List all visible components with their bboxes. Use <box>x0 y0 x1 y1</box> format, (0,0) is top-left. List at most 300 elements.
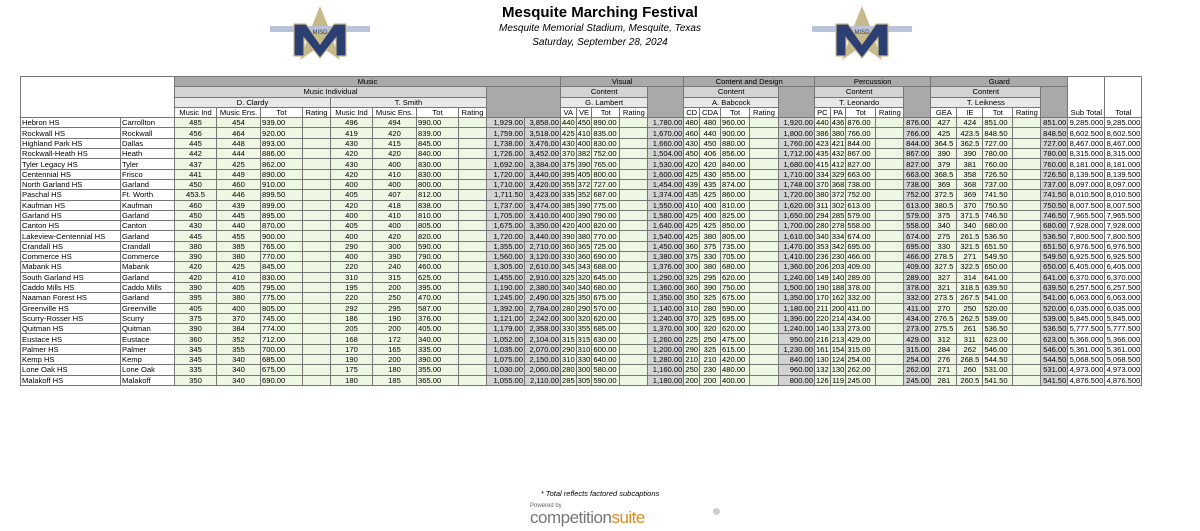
score-cell <box>750 241 779 251</box>
score-cell: 119 <box>831 375 845 385</box>
score-cell <box>1013 200 1041 210</box>
score-cell: 273.00 <box>904 324 931 334</box>
score-cell <box>750 272 779 282</box>
score-cell: 727.00 <box>1041 138 1068 148</box>
score-cell: 615.00 <box>721 344 750 354</box>
score-cell: 536.50 <box>1041 324 1068 334</box>
score-cell: 352 <box>217 334 261 344</box>
score-cell: 2,380.00 <box>525 282 561 292</box>
score-cell: 587.00 <box>417 303 459 313</box>
score-cell <box>620 293 648 303</box>
score-cell: 674.00 <box>846 231 876 241</box>
score-cell: 651.50 <box>983 241 1013 251</box>
score-cell: 531.00 <box>983 365 1013 375</box>
score-cell: 839.00 <box>417 128 459 138</box>
score-cell: 1,240.00 <box>779 324 815 334</box>
score-cell: 790.00 <box>417 252 459 262</box>
school-name-cell: Malakoff HS <box>21 375 121 385</box>
score-cell <box>876 190 904 200</box>
score-cell: 432 <box>831 149 845 159</box>
score-cell: 400 <box>217 303 261 313</box>
score-cell: 920.00 <box>261 128 303 138</box>
score-cell <box>459 313 487 323</box>
score-cell: 427 <box>931 118 957 128</box>
score-cell: 278 <box>831 221 845 231</box>
score-cell: 315 <box>577 334 591 344</box>
score-cell: 6,925.500 <box>1106 252 1141 262</box>
score-cell <box>1013 138 1041 148</box>
score-cell: 162 <box>831 293 845 303</box>
score-cell <box>750 200 779 210</box>
score-cell: 876.00 <box>904 118 931 128</box>
score-cell: 541.00 <box>1041 293 1068 303</box>
score-cell: 840.00 <box>417 149 459 159</box>
score-cell: 434.00 <box>846 313 876 323</box>
score-cell: 2,358.00 <box>525 324 561 334</box>
score-cell <box>303 138 331 148</box>
score-cell: 775.00 <box>261 293 303 303</box>
caption-percussion: Percussion <box>815 77 931 87</box>
score-cell: 2,610.00 <box>525 262 561 272</box>
score-cell <box>459 375 487 385</box>
score-cell: 284 <box>931 344 957 354</box>
score-cell: 1,760.00 <box>779 138 815 148</box>
score-cell: 840.00 <box>721 159 750 169</box>
score-cell: 3,423.00 <box>525 190 561 200</box>
score-cell: 429.00 <box>846 334 876 344</box>
score-cell: 746.50 <box>983 210 1013 220</box>
score-cell: 1,640.00 <box>648 221 684 231</box>
score-cell <box>303 118 331 128</box>
city-cell: Caddo Mills <box>121 282 175 292</box>
score-cell: 200 <box>685 375 699 385</box>
score-cell: 262.00 <box>904 365 931 375</box>
table-row <box>21 324 1142 334</box>
score-cell <box>876 252 904 262</box>
powered-by-label: Powered by <box>530 503 562 509</box>
score-cell: 7,800.500 <box>1106 231 1141 241</box>
score-cell <box>459 221 487 231</box>
column-header: Rating <box>876 107 904 117</box>
score-cell: 420 <box>331 200 373 210</box>
score-cell <box>620 200 648 210</box>
score-cell <box>750 169 779 179</box>
score-cell: 254.00 <box>846 355 876 365</box>
score-cell: 8,097.000 <box>1106 180 1141 190</box>
score-cell: 262.5 <box>957 313 983 323</box>
score-cell: 290 <box>562 344 575 354</box>
score-cell: 727.00 <box>592 179 620 189</box>
page-header <box>0 0 1200 76</box>
score-cell: 200 <box>831 303 845 313</box>
score-cell: 385 <box>562 200 575 210</box>
score-cell: 360 <box>685 241 699 251</box>
score-cell <box>876 303 904 313</box>
score-cell: 370 <box>217 313 261 323</box>
score-cell <box>620 334 648 344</box>
table-row <box>21 272 1142 282</box>
score-cell: 375 <box>700 241 721 251</box>
score-cell <box>1013 272 1041 282</box>
score-cell <box>1013 149 1041 159</box>
score-cell: 330 <box>931 241 957 251</box>
score-cell: 168 <box>331 334 373 344</box>
score-cell <box>303 252 331 262</box>
score-cell <box>459 241 487 251</box>
score-cell: 435 <box>816 149 829 159</box>
judge-name: A. Babcock <box>684 97 779 107</box>
score-cell: 381 <box>957 159 983 169</box>
score-cell: 420.00 <box>721 355 750 365</box>
score-cell: 939.00 <box>261 118 303 128</box>
score-cell: 855.00 <box>721 169 750 179</box>
score-cell <box>1013 303 1041 313</box>
score-cell <box>459 272 487 282</box>
score-cell <box>303 313 331 323</box>
score-cell: 353 <box>816 241 829 251</box>
score-cell: 130 <box>831 365 845 375</box>
score-cell: 5,361.000 <box>1106 344 1141 354</box>
score-cell <box>1013 355 1041 365</box>
score-cell <box>750 262 779 272</box>
score-cell: 170 <box>816 293 829 303</box>
score-cell: 375 <box>931 210 957 220</box>
score-cell: 368 <box>957 179 983 189</box>
score-cell <box>750 334 779 344</box>
score-cell: 370 <box>957 200 983 210</box>
score-cell: 8,467.000 <box>1069 138 1104 148</box>
score-cell: 1,180.00 <box>779 303 815 313</box>
date-text: Saturday, September 28, 2024 <box>532 37 668 48</box>
score-cell: 765.00 <box>261 241 303 251</box>
score-cell <box>303 334 331 344</box>
school-name-cell: Naaman Forest HS <box>21 293 121 303</box>
score-cell <box>303 272 331 282</box>
score-cell: 780.00 <box>1041 149 1068 159</box>
city-cell: Garland <box>121 210 175 220</box>
score-cell: 390 <box>373 252 417 262</box>
score-cell: 812.00 <box>417 190 459 200</box>
score-cell <box>750 252 779 262</box>
score-cell: 262.00 <box>846 365 876 375</box>
table-row <box>21 118 1142 128</box>
score-cell: 378.00 <box>904 282 931 292</box>
score-cell: 250 <box>957 303 983 313</box>
table-row <box>21 128 1142 138</box>
city-cell: Ft. Worth <box>121 190 175 200</box>
score-cell: 260 <box>957 365 983 375</box>
score-cell <box>303 365 331 375</box>
score-cell: 425 <box>700 190 721 200</box>
score-cell <box>876 210 904 220</box>
score-cell: 321 <box>931 282 957 292</box>
score-cell: 436 <box>831 118 845 128</box>
score-cell: 327 <box>931 272 957 282</box>
score-cell: 6,405.000 <box>1069 262 1104 272</box>
score-cell: 364.5 <box>931 138 957 148</box>
score-cell <box>620 231 648 241</box>
score-cell: 280 <box>816 221 829 231</box>
score-cell: 8,139.500 <box>1106 169 1141 179</box>
score-cell: 216 <box>816 334 829 344</box>
score-cell <box>459 118 487 128</box>
score-cell: 5,845.000 <box>1069 313 1104 323</box>
score-cell: 1,374.00 <box>648 190 684 200</box>
score-cell: 625.00 <box>417 272 459 282</box>
score-cell: 480.00 <box>721 365 750 375</box>
score-cell: 360 <box>685 283 699 293</box>
score-cell: 851.00 <box>983 118 1013 128</box>
score-cell <box>459 334 487 344</box>
score-cell: 1,920.00 <box>779 118 815 128</box>
score-cell <box>459 293 487 303</box>
score-cell: 4,973.000 <box>1106 365 1141 375</box>
score-cell <box>1013 375 1041 385</box>
score-cell: 1,692.00 <box>487 159 525 169</box>
score-cell: 1,738.00 <box>487 138 525 148</box>
table-row <box>21 262 1142 272</box>
score-cell: 690.00 <box>592 252 620 262</box>
score-cell: 250 <box>373 293 417 303</box>
school-name-cell: Caddo Mills HS <box>21 282 121 292</box>
caption-visual: Visual <box>561 77 684 87</box>
score-cell: 5,068.500 <box>1106 355 1141 365</box>
school-name-cell: Rockwall-Heath HS <box>21 149 121 159</box>
column-header: Music Ind <box>331 107 373 117</box>
score-cell: 302 <box>831 200 845 210</box>
score-cell: 400 <box>331 231 373 241</box>
score-cell <box>1013 128 1041 138</box>
score-cell: 544.50 <box>1041 355 1068 365</box>
score-cell: 334 <box>816 169 829 179</box>
score-cell <box>459 169 487 179</box>
score-cell: 340 <box>957 221 983 231</box>
city-cell: Garland <box>121 179 175 189</box>
score-cell: 200 <box>373 355 417 365</box>
score-cell: 1,560.00 <box>487 252 525 262</box>
score-cell: 420 <box>562 221 575 231</box>
score-cell: 845.00 <box>417 138 459 148</box>
score-cell: 450 <box>685 149 699 159</box>
score-cell: 161 <box>816 344 829 354</box>
score-cell: 345 <box>175 355 217 365</box>
score-cell: 7,965.500 <box>1069 211 1104 220</box>
subcaption-music-individual: Music Individual <box>175 87 487 97</box>
judge-name: G. Lambert <box>561 97 648 107</box>
city-cell: Quitman <box>121 324 175 334</box>
score-cell <box>750 210 779 220</box>
score-cell: 2,070.00 <box>525 344 561 354</box>
score-cell: 1,550.00 <box>648 200 684 210</box>
table-row <box>21 200 1142 210</box>
score-cell: 1,726.00 <box>487 149 525 159</box>
score-cell: 3,384.00 <box>525 159 561 169</box>
city-cell: Dallas <box>121 138 175 148</box>
score-cell: 1,800.00 <box>779 128 815 138</box>
score-cell: 536.50 <box>983 231 1013 241</box>
score-cell: 400 <box>577 138 591 148</box>
score-cell: 280 <box>562 365 575 375</box>
score-cell: 558.00 <box>846 221 876 231</box>
score-cell: 844.00 <box>904 138 931 148</box>
score-cell <box>303 221 331 231</box>
score-cell: 650.00 <box>983 262 1013 272</box>
score-cell: 6,925.500 <box>1069 252 1104 262</box>
score-cell <box>620 272 648 282</box>
score-cell: 300 <box>577 365 591 375</box>
score-cell: 330 <box>562 324 575 334</box>
score-cell: 370 <box>685 313 699 323</box>
score-cell: 8,010.500 <box>1069 190 1104 200</box>
score-cell: 421 <box>831 138 845 148</box>
score-cell: 1,929.00 <box>487 118 525 128</box>
score-cell: 434.00 <box>904 313 931 323</box>
score-cell: 844.00 <box>846 138 876 148</box>
score-cell: 380 <box>217 252 261 262</box>
score-cell: 893.00 <box>261 138 303 148</box>
score-cell: 425 <box>685 231 699 241</box>
score-cell: 405.00 <box>417 324 459 334</box>
score-cell: 6,257.500 <box>1069 283 1104 293</box>
score-cell: 1,245.00 <box>487 293 525 303</box>
score-cell: 623.00 <box>983 334 1013 344</box>
score-cell: 886.00 <box>261 149 303 159</box>
column-header: Rating <box>750 107 779 117</box>
score-cell <box>750 159 779 169</box>
score-cell: 810.00 <box>417 210 459 220</box>
score-cell: 271 <box>931 365 957 375</box>
score-cell: 620.00 <box>721 272 750 282</box>
subcaption-percussion-content: Content <box>815 87 904 97</box>
score-cell: 680.00 <box>592 282 620 292</box>
score-cell <box>303 149 331 159</box>
score-cell: 830.00 <box>417 169 459 179</box>
score-cell: 835.00 <box>592 128 620 138</box>
score-cell: 395.00 <box>417 282 459 292</box>
score-cell: 420 <box>373 149 417 159</box>
score-cell: 1,280.00 <box>648 355 684 365</box>
table-row <box>21 375 1142 385</box>
score-cell: 289.00 <box>904 272 931 282</box>
city-cell: Garland <box>121 231 175 241</box>
score-cell <box>876 375 904 385</box>
score-cell: 365.00 <box>417 375 459 385</box>
city-cell: Scurry <box>121 313 175 323</box>
score-cell: 400 <box>700 200 721 210</box>
table-row <box>21 282 1142 292</box>
score-cell: 680.00 <box>983 221 1013 231</box>
score-cell <box>620 262 648 272</box>
score-cell: 650.00 <box>1041 262 1068 272</box>
score-cell <box>620 355 648 365</box>
score-cell: 641.00 <box>1041 272 1068 282</box>
score-cell <box>750 282 779 292</box>
score-cell: 439 <box>217 200 261 210</box>
score-cell: 805.00 <box>721 231 750 241</box>
column-header: CDA <box>700 107 721 117</box>
score-cell: 1,140.00 <box>648 303 684 313</box>
score-cell <box>620 324 648 334</box>
city-cell: Frisco <box>121 169 175 179</box>
score-cell: 848.50 <box>983 128 1013 138</box>
score-cell: 827.00 <box>904 159 931 169</box>
score-cell: 327.5 <box>931 262 957 272</box>
score-cell: 435 <box>700 179 721 189</box>
score-cell: 425 <box>685 169 699 179</box>
score-cell: 645.00 <box>592 272 620 282</box>
school-name-cell: Tyler Legacy HS <box>21 159 121 169</box>
score-cell: 1,737.00 <box>487 200 525 210</box>
column-header: PC <box>815 107 831 117</box>
score-cell: 419 <box>331 128 373 138</box>
score-cell: 379 <box>931 159 957 169</box>
column-header: Tot <box>983 107 1013 117</box>
score-cell: 220 <box>331 293 373 303</box>
score-cell: 362.5 <box>957 138 983 148</box>
score-cell: 1,052.00 <box>487 334 525 344</box>
score-cell <box>876 344 904 354</box>
score-cell: 876.00 <box>846 118 876 128</box>
score-cell <box>459 179 487 189</box>
score-cell: 1,240.00 <box>779 272 815 282</box>
score-cell: 380 <box>700 231 721 241</box>
score-cell: 409.00 <box>904 262 931 272</box>
score-cell: 800.00 <box>779 375 815 385</box>
score-cell <box>303 262 331 272</box>
title-block <box>400 4 800 50</box>
score-cell: 410 <box>577 128 591 138</box>
score-cell: 1,650.00 <box>779 210 815 220</box>
score-cell: 3,476.00 <box>525 138 561 148</box>
subcaption-visual-content: Content <box>561 87 648 97</box>
score-cell: 3,420.00 <box>525 179 561 189</box>
score-cell: 546.00 <box>983 344 1013 354</box>
score-cell: 680.00 <box>721 262 750 272</box>
score-cell: 8,315.000 <box>1106 149 1141 159</box>
score-cell <box>459 128 487 138</box>
score-cell: 355.00 <box>417 365 459 375</box>
score-cell: 340 <box>217 375 261 385</box>
column-header: Rating <box>620 107 648 117</box>
score-cell: 9,285.000 <box>1106 118 1141 128</box>
score-cell: 760.00 <box>1041 159 1068 169</box>
decorative-dot <box>713 508 720 515</box>
score-cell: 900.00 <box>721 128 750 138</box>
score-cell: 423 <box>816 138 829 148</box>
judge-name: D. Clardy <box>175 97 331 107</box>
score-cell: 430 <box>685 138 699 148</box>
score-cell: 752.00 <box>592 149 620 159</box>
score-cell <box>459 303 487 313</box>
score-cell: 343 <box>577 262 591 272</box>
score-cell: 6,035.000 <box>1069 303 1104 313</box>
score-cell: 700.00 <box>261 344 303 354</box>
score-cell: 810.00 <box>721 200 750 210</box>
score-cell: 8,467.000 <box>1106 138 1141 148</box>
score-cell: 8,007.500 <box>1069 200 1104 210</box>
score-cell: 425 <box>217 262 261 272</box>
score-cell: 261.5 <box>957 231 983 241</box>
score-cell <box>750 118 779 128</box>
score-cell <box>1013 241 1041 251</box>
score-cell: 1,360.00 <box>779 262 815 272</box>
score-cell: 570.00 <box>592 303 620 313</box>
score-cell: 820.00 <box>592 221 620 231</box>
score-cell: 415 <box>816 159 829 169</box>
score-cell: 460 <box>175 200 217 210</box>
score-cell: 862.00 <box>261 159 303 169</box>
score-cell: 8,181.000 <box>1069 159 1104 169</box>
